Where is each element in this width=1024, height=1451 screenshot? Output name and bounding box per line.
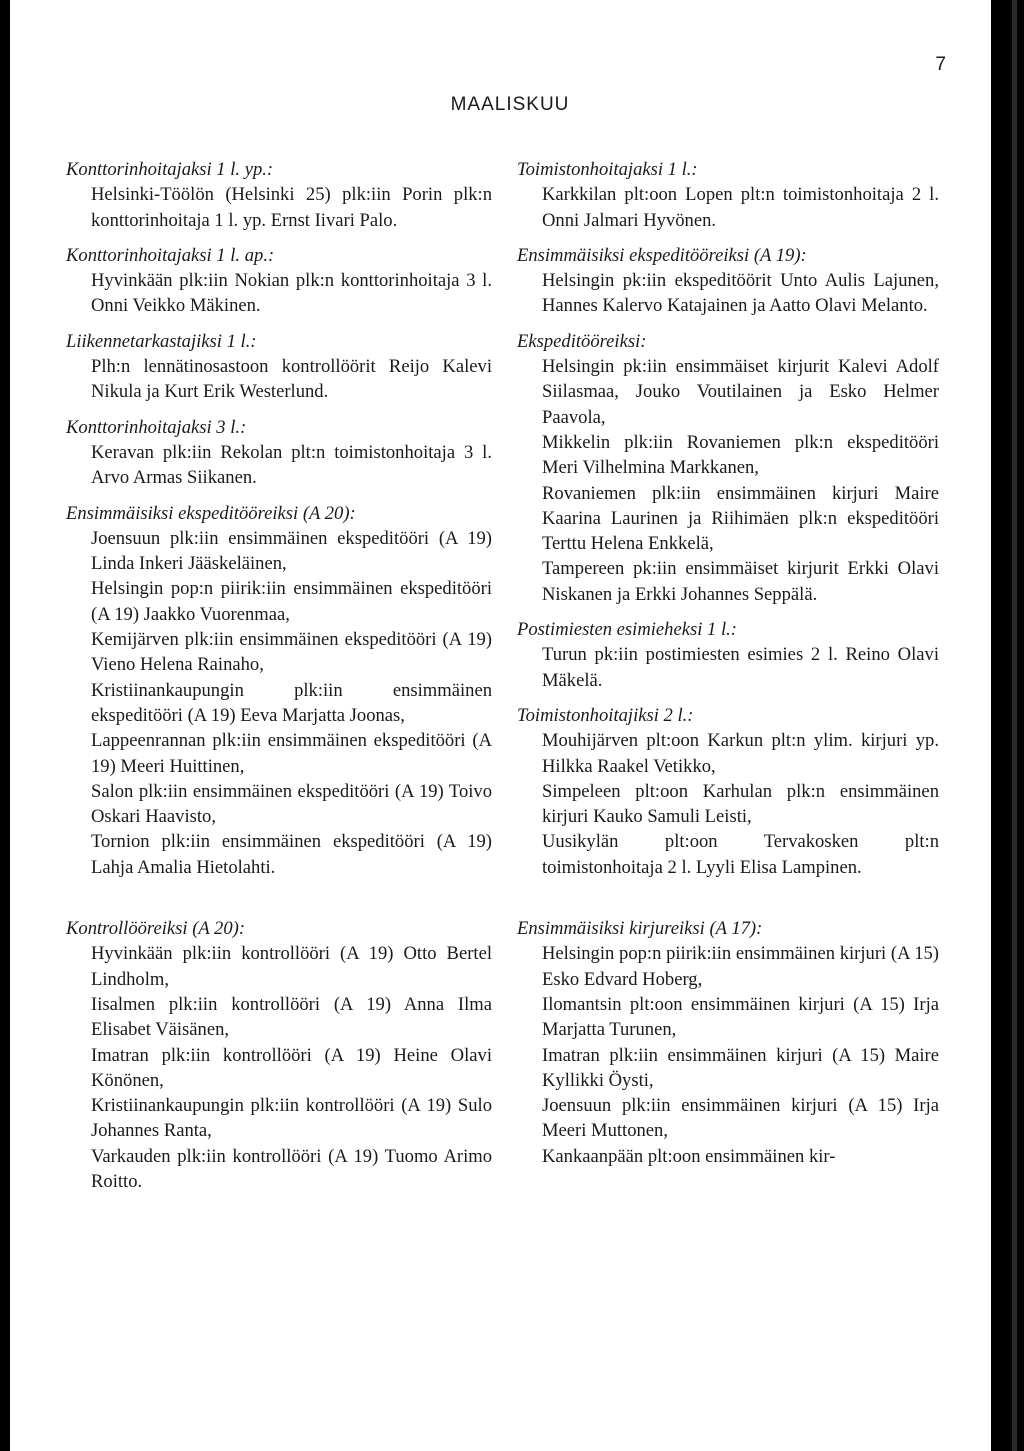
entry-text: Helsingin pk:iin ekspeditöörit Unto Aulis Lajunen, Hannes Kalervo Katajainen ja Aatto Olavi Melanto.	[542, 270, 939, 317]
section-heading: Toimistonhoitajaksi 1 l.:	[517, 159, 698, 180]
section-body	[66, 182, 492, 233]
section-body	[66, 268, 492, 319]
section-heading: Kontrollööreiksi (A 20):	[66, 918, 246, 940]
entry-text: Helsingin pk:iin ensimmäiset kirjurit Kalevi Adolf Siilasmaa, Jouko Voutilainen ja Esko Helmer Paavola,	[542, 356, 939, 428]
section-body	[66, 440, 492, 491]
entry-text: Helsingin pop:n piirik:iin ensimmäinen ekspeditööri (A 19) Jaakko Vuorenmaa,	[91, 578, 492, 625]
section-body	[517, 268, 939, 319]
entry-text: Mikkelin plk:iin Rovaniemen plk:n ekspeditööri Meri Vilhelmina Markkanen,	[542, 431, 939, 479]
entry-text: Rovaniemen plk:iin ensimmäinen kirjuri Maire Kaarina Laurinen ja Riihimäen plk:n ekspeditööri Terttu Helena Enkkelä,	[542, 482, 939, 555]
section	[66, 243, 492, 319]
running-head: MAALISKUU	[450, 94, 570, 115]
section-heading: Konttorinhoitajaksi 1 l. ap.:	[66, 244, 275, 266]
section-heading: Ekspeditööreiksi:	[517, 330, 647, 352]
section	[66, 415, 492, 491]
page-number: 7	[935, 54, 946, 75]
section	[517, 157, 939, 233]
entry-text: Hyvinkään plk:iin kontrollööri (A 19) Otto Bertel Lindholm,	[91, 943, 492, 990]
entry-text: Kemijärven plk:iin ensimmäinen ekspeditööri (A 19) Vieno Helena Rainaho,	[91, 629, 492, 676]
entry-text: Joensuun plk:iin ensimmäinen ekspeditööri (A 19) Linda Inkeri Jääskeläinen,	[91, 527, 492, 575]
section-body	[66, 941, 492, 1194]
entry-text: Plh:n lennätinosastoon kontrollöörit Reijo Kalevi Nikula ja Kurt Erik Westerlund.	[91, 356, 492, 403]
entry-text: Salon plk:iin ensimmäinen ekspeditööri (A 19) Toivo Oskari Haavisto,	[91, 780, 492, 828]
section-heading: Liikennetarkastajiksi 1 l.:	[66, 330, 257, 352]
entry-text: Kristiinankaupungin plk:iin ensimmäinen ekspeditööri (A 19) Eeva Marjatta Joonas,	[91, 679, 492, 726]
entry-text: Turun pk:iin postimiesten esimies 2 l. Reino Olavi Mäkelä.	[542, 644, 939, 691]
entry-text: Tornion plk:iin ensimmäinen ekspeditööri (A 19) Lahja Amalia Hietolahti.	[91, 831, 492, 878]
section-body	[517, 941, 939, 1169]
scan-edge-right-line	[1012, 0, 1017, 1451]
section	[517, 243, 939, 319]
scan-edge-left	[0, 0, 10, 1451]
entry-text: Uusikylän plt:oon Tervakosken plt:n toimistonhoitaja 2 l. Lyyli Elisa Lampinen.	[542, 831, 939, 878]
entry-text: Iisalmen plk:iin kontrollööri (A 19) Anna Ilma Elisabet Väisänen,	[91, 993, 492, 1041]
entry-text: Kankaanpään plt:oon ensimmäinen kir-	[542, 1145, 836, 1167]
section-body	[66, 354, 492, 405]
right-column	[517, 157, 939, 1179]
entry-text: Keravan plk:iin Rekolan plt:n toimistonhoitaja 3 l. Arvo Armas Siikanen.	[91, 441, 492, 489]
section	[517, 617, 939, 693]
section-body	[517, 642, 939, 693]
section	[66, 157, 492, 233]
entry-text: Mouhijärven plt:oon Karkun plt:n ylim. kirjuri yp. Hilkka Raakel Vetikko,	[542, 730, 939, 777]
entry-text: Joensuun plk:iin ensimmäinen kirjuri (A 15) Irja Meeri Muttonen,	[542, 1095, 939, 1142]
section	[66, 329, 492, 405]
section-body	[517, 728, 939, 880]
entry-text: Tampereen pk:iin ensimmäiset kirjurit Erkki Olavi Niskanen ja Erkki Johannes Seppälä.	[542, 558, 939, 605]
section-heading: Toimistonhoitajiksi 2 l.:	[517, 704, 694, 726]
section	[517, 916, 939, 1169]
entry-text: Simpeleen plt:oon Karhulan plk:n ensimmäinen kirjuri Kauko Samuli Leisti,	[542, 780, 939, 828]
entry-text: Helsingin pop:n piirik:iin ensimmäinen kirjuri (A 15) Esko Edvard Hoberg,	[542, 943, 939, 990]
entry-text: Helsinki-Töölön (Helsinki 25) plk:iin Porin plk:n konttorinhoitaja 1 l. yp. Ernst Iivari Palo.	[91, 184, 492, 231]
section-heading: Postimiesten esimieheksi 1 l.:	[517, 619, 737, 641]
entry-text: Kristiinankaupungin plk:iin kontrollööri (A 19) Sulo Johannes Ranta,	[91, 1095, 492, 1142]
section	[66, 501, 492, 880]
entry-text: Varkauden plk:iin kontrollööri (A 19) Tuomo Arimo Roitto.	[91, 1145, 492, 1192]
section-heading: Ensimmäisiksi ekspeditööreiksi (A 20):	[66, 502, 356, 524]
entry-text: Ilomantsin plt:oon ensimmäinen kirjuri (A 15) Irja Marjatta Turunen,	[542, 993, 939, 1041]
section-heading: Ensimmäisiksi ekspeditööreiksi (A 19):	[517, 244, 807, 266]
scan-edge-right	[991, 0, 1024, 1451]
section-body	[517, 354, 939, 607]
entry-text: Karkkilan plt:oon Lopen plt:n toimistonhoitaja 2 l. Onni Jalmari Hyvönen.	[542, 184, 939, 231]
section-heading: Konttorinhoitajaksi 3 l.:	[66, 416, 247, 438]
entry-text: Imatran plk:iin ensimmäinen kirjuri (A 15) Maire Kyllikki Öysti,	[542, 1044, 939, 1091]
section-heading: Konttorinhoitajaksi 1 l. yp.:	[66, 159, 274, 180]
left-column	[66, 157, 492, 1204]
entry-text: Hyvinkään plk:iin Nokian plk:n konttorinhoitaja 3 l. Onni Veikko Mäkinen.	[91, 270, 492, 317]
section	[66, 916, 492, 1194]
entry-text: Lappeenrannan plk:iin ensimmäinen ekspeditööri (A 19) Meeri Huittinen,	[91, 730, 492, 777]
section-body	[517, 182, 939, 233]
section-heading: Ensimmäisiksi kirjureiksi (A 17):	[517, 918, 763, 940]
section	[517, 329, 939, 607]
entry-text: Imatran plk:iin kontrollööri (A 19) Heine Olavi Könönen,	[91, 1044, 492, 1091]
section-body	[66, 526, 492, 880]
section	[517, 703, 939, 880]
